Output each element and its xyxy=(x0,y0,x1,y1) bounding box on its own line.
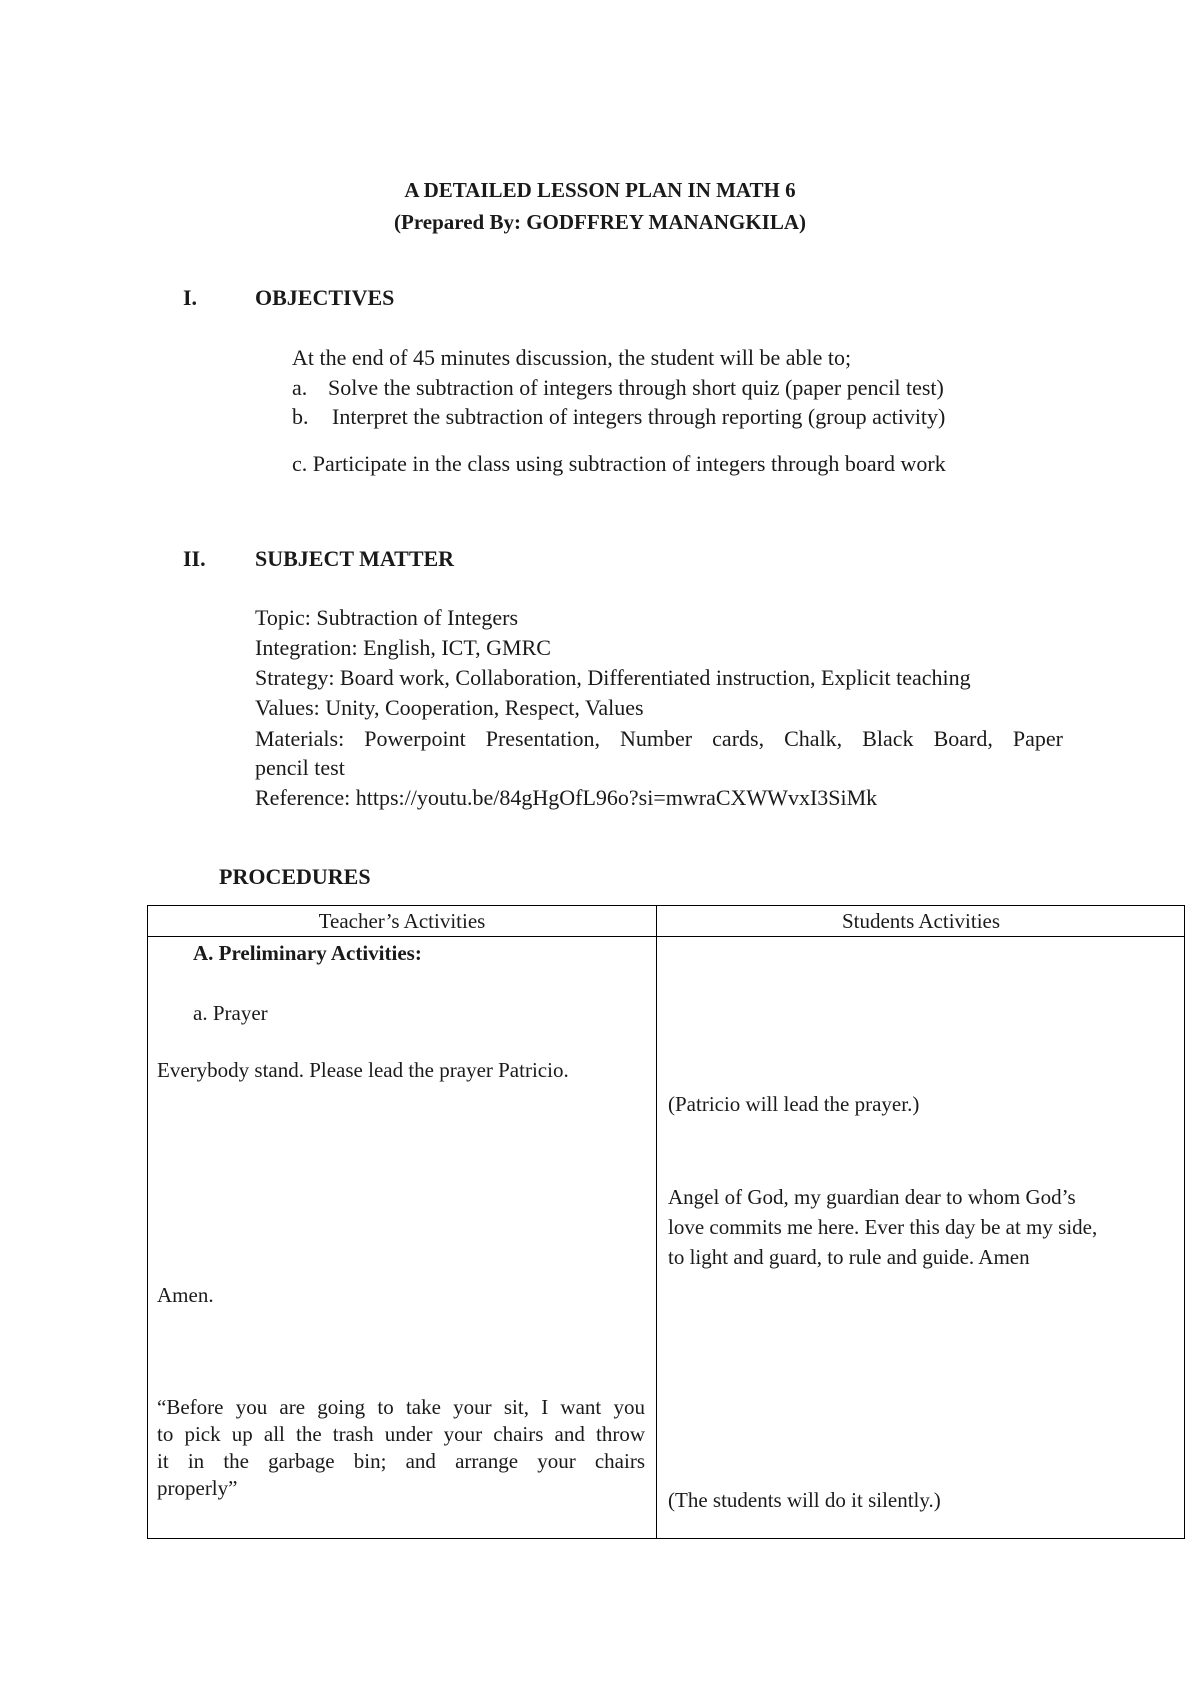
objective-item-b: Interpret the subtraction of integers through reporting (group activity) xyxy=(332,404,946,429)
students-activities-header: Students Activities xyxy=(841,909,1001,933)
subject-topic: Topic: Subtraction of Integers xyxy=(255,605,519,630)
header-divider xyxy=(148,936,1184,937)
teacher-trash-instruction xyxy=(157,1394,645,1502)
objectives-numeral: I. xyxy=(183,285,198,310)
objective-item-a: Solve the subtraction of integers through short quiz (paper pencil test) xyxy=(328,375,944,400)
objective-item-c: c. Participate in the class using subtraction of integers through board work xyxy=(292,451,946,476)
prayer-line: love commits me here. Ever this day be at my side, xyxy=(668,1215,1098,1239)
subject-materials-cont: pencil test xyxy=(255,755,345,780)
teacher-amen: Amen. xyxy=(157,1283,214,1307)
procedures-table xyxy=(147,905,1185,1539)
objectives-intro: At the end of 45 minutes discussion, the student will be able to; xyxy=(292,345,852,370)
instruction-line: “Before you are going to take your sit, I want you xyxy=(157,1395,645,1419)
prayer-label: a. Prayer xyxy=(193,1001,268,1025)
prayer-line: Angel of God, my guardian dear to whom God’s xyxy=(668,1185,1076,1209)
prepared-by: (Prepared By: GODFFREY MANANGKILA) xyxy=(394,210,806,234)
column-divider xyxy=(656,906,657,1538)
instruction-line: it in the garbage bin; and arrange your chairs xyxy=(157,1449,645,1473)
procedures-heading: PROCEDURES xyxy=(219,864,371,889)
subject-values: Values: Unity, Cooperation, Respect, Values xyxy=(255,695,644,720)
student-lead-prayer: (Patricio will lead the prayer.) xyxy=(668,1092,920,1116)
lesson-plan-title: A DETAILED LESSON PLAN IN MATH 6 xyxy=(404,178,796,202)
prayer-line: to light and guard, to rule and guide. Amen xyxy=(668,1245,1030,1269)
student-prayer-text xyxy=(668,1182,1097,1272)
subject-reference: Reference: https://youtu.be/84gHgOfL96o?si=mwraCXWWvxI3SiMk xyxy=(255,785,878,810)
instruction-line: properly” xyxy=(157,1476,238,1500)
subject-materials: Materials: Powerpoint Presentation, Number cards, Chalk, Black Board, Paper xyxy=(255,726,1063,751)
teacher-stand-instruction: Everybody stand. Please lead the prayer Patricio. xyxy=(157,1058,569,1082)
preliminary-activities-heading: A. Preliminary Activities: xyxy=(193,941,422,965)
objectives-heading: OBJECTIVES xyxy=(255,285,395,310)
teacher-activities-header: Teacher’s Activities xyxy=(318,909,486,933)
instruction-line: to pick up all the trash under your chairs and throw xyxy=(157,1422,645,1446)
subject-matter-numeral: II. xyxy=(183,546,206,571)
student-silent-response: (The students will do it silently.) xyxy=(668,1488,941,1512)
subject-strategy: Strategy: Board work, Collaboration, Differentiated instruction, Explicit teaching xyxy=(255,665,971,690)
objective-marker-a: a. xyxy=(292,375,308,400)
subject-integration: Integration: English, ICT, GMRC xyxy=(255,635,551,660)
objective-marker-b: b. xyxy=(292,404,309,429)
subject-matter-heading: SUBJECT MATTER xyxy=(255,546,455,571)
